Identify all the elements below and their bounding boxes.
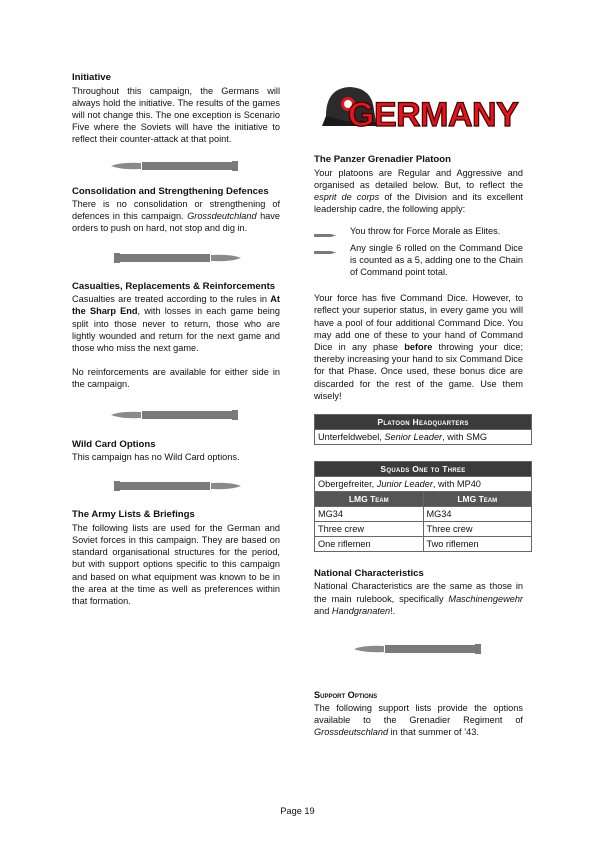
list-item: You throw for Force Morale as Elites. [314, 225, 523, 241]
table-cell: MG34 [315, 506, 424, 521]
table-header: Squads One to Three [315, 461, 532, 476]
page-number: Page 19 [280, 806, 315, 816]
bullet-icon [314, 225, 336, 241]
initiative-heading: Initiative [72, 72, 111, 83]
support-options-text: The following support lists provide the options available to the Grenadier Regiment of Grossdeutschland in that summer of ’43. [314, 702, 523, 737]
list-item: Any single 6 rolled on the Command Dice is counted as a 5, adding one to the Chain of Command point total. [314, 242, 523, 279]
casualties-heading: Casualties, Replacements & Reinforcements [72, 280, 276, 292]
command-dice-text: Your force has five Command Dice. However, to reflect your superior status, in every game you will have a pool of four additional Command Dice. You may add one of these to your hand of Command Dice in any phase before throwing your dice; thereby increasing your hand to six Command Dice for that Phase. Once used, these bonus dice are discarded for the rest of the game. Use them wisely! [314, 293, 523, 401]
table-header: Platoon Headquarters [315, 414, 532, 429]
germany-logo-text: GERMANY [348, 96, 519, 134]
national-characteristics-heading: National Characteristics [314, 567, 424, 579]
bullet-divider-icon [111, 159, 241, 173]
right-column [314, 154, 523, 738]
bullet-divider [72, 463, 280, 509]
platoon-heading: The Panzer Grenadier Platoon [314, 154, 452, 165]
table-cell: Two riflemen [423, 536, 532, 551]
initiative-text: Throughout this campaign, the Germans will always hold the initiative. The results of the games will not change this. The one exception is Scenario Five where the Soviets will have the initiative to reflect their counter-attack at that point. [72, 85, 280, 145]
bullet-divider [72, 146, 280, 186]
bullet-divider [72, 235, 280, 281]
consolidation-heading: Consolidation and Strengthening Defences [72, 185, 269, 197]
table-row: Obergefreiter, Junior Leader, with MP40 [315, 476, 532, 491]
left-column [72, 72, 280, 607]
bullet-divider-icon [111, 479, 241, 493]
table-cell: MG34 [423, 506, 532, 521]
squads-table [314, 461, 532, 552]
wildcard-text: This campaign has no Wild Card options. [72, 452, 240, 463]
wildcard-heading: Wild Card Options [72, 438, 156, 450]
table-cell: One riflemen [315, 536, 424, 551]
army-lists-heading: The Army Lists & Briefings [72, 509, 195, 521]
column-header: LMG Team [423, 491, 532, 506]
platoon-hq-table [314, 414, 532, 445]
support-options-heading: Support Options [314, 690, 378, 701]
bullet-icon [314, 242, 336, 258]
bullet-divider-icon [111, 408, 241, 422]
column-header: LMG Team [315, 491, 424, 506]
army-lists-text: The following lists are used for the German and Soviet forces in this campaign. They are based on standard organisational structures for the period, but with support options specific to this campaign and based on what equipment was known to be in the area at the time as well as preferences within that formation. [72, 522, 280, 606]
platoon-text: Your platoons are Regular and Aggressive and organised as detailed below. But, to reflect the esprit de corps of the Division and its excellent leadership cadre, the following apply: [314, 167, 523, 215]
casualties-text: Casualties are treated according to the rules in At the Sharp End, with losses in each game being split into those never to return, those who are lightly wounded and return for the next game and those who miss the next game. [72, 294, 280, 353]
bullet-divider-icon [354, 642, 484, 656]
consolidation-text: There is no consolidation or strengthening of defences in this campaign. Grossdeutchland have orders to push on hard, not stop and dig in. [72, 199, 280, 234]
bullet-divider [314, 617, 523, 681]
table-cell: Three crew [315, 521, 424, 536]
table-cell: Three crew [423, 521, 532, 536]
reinforcements-text: No reinforcements are available for either side in the campaign. [72, 367, 280, 390]
bullet-divider [72, 391, 280, 439]
bullet-divider-icon [111, 251, 241, 265]
table-row: Unterfeldwebel, Senior Leader, with SMG [315, 429, 532, 444]
national-characteristics-text: National Characteristics are the same as those in the main rulebook, specifically Maschinengewehr and Handgranaten!. [314, 581, 523, 616]
